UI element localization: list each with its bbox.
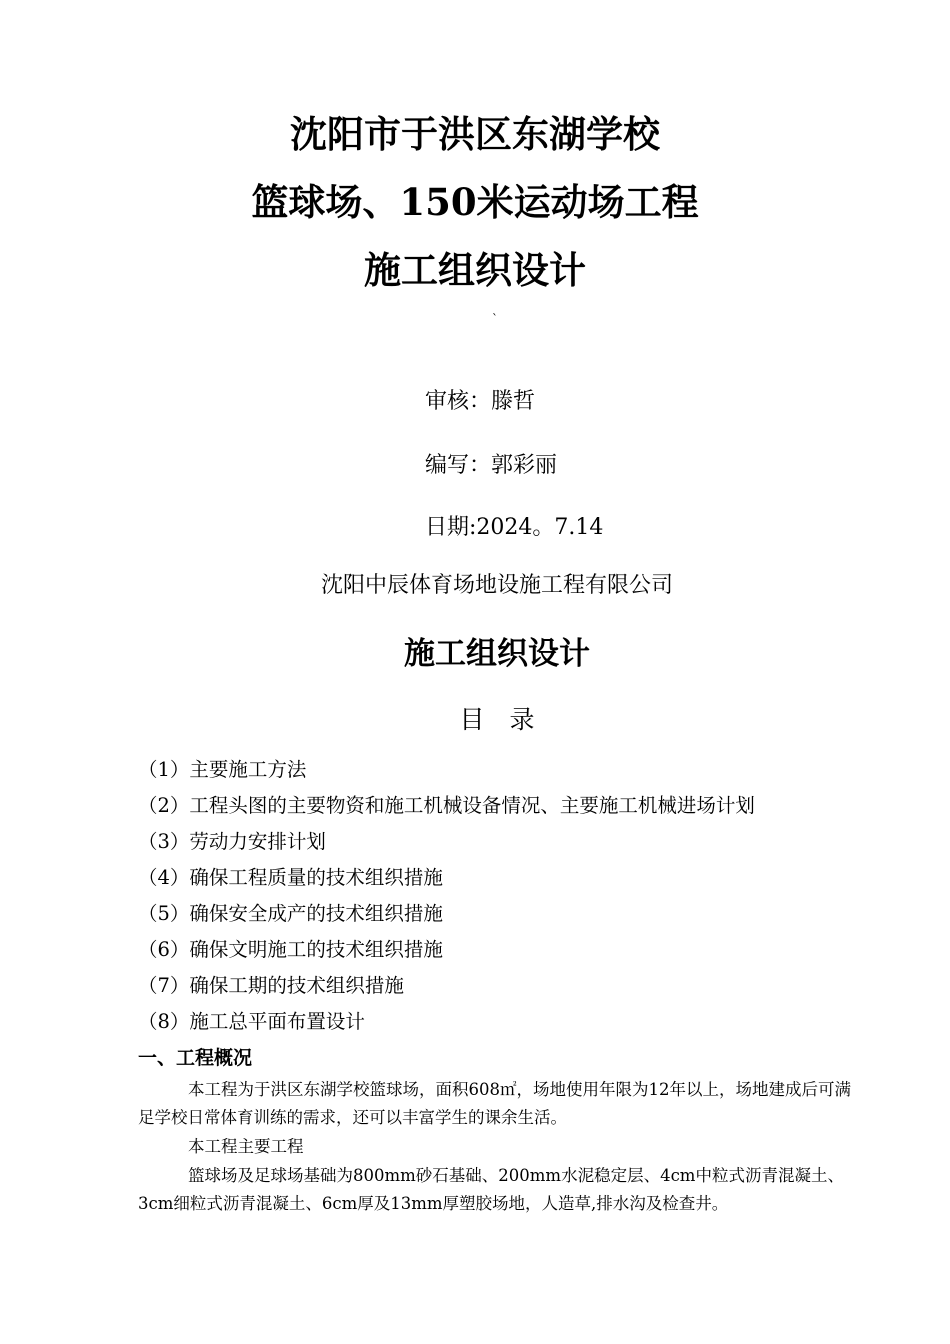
cover-title-line-2: 篮球场、150米运动场工程: [251, 180, 699, 224]
reviewer-line: 审核：滕哲: [425, 389, 536, 414]
toc-item: （1）主要施工方法: [138, 758, 307, 781]
toc-item: （7）确保工期的技术组织措施: [138, 974, 404, 997]
contents-heading: 施工组织设计: [404, 636, 590, 672]
overview-paragraph-1: 本工程为于洪区东湖学校篮球场，面积608㎡，场地使用年限为12年以上，场地建成后可满足学校日常体育训练的需求，还可以丰富学生的课余生活。: [138, 1080, 851, 1127]
overview-paragraph-2: 本工程主要工程: [188, 1137, 304, 1156]
toc-item: （3）劳动力安排计划: [138, 830, 326, 853]
company-name: 沈阳中辰体育场地设施工程有限公司: [320, 573, 673, 598]
toc-item: （5）确保安全成产的技术组织措施: [138, 902, 443, 925]
section-heading-overview: 一、工程概况: [138, 1047, 253, 1069]
toc-item: （8）施工总平面布置设计: [138, 1010, 365, 1033]
toc-item: （2）工程头图的主要物资和施工机械设备情况、主要施工机械进场计划: [138, 794, 755, 817]
toc-item: （6）确保文明施工的技术组织措施: [138, 938, 443, 961]
toc-title: 目 录: [459, 705, 535, 734]
writer-line: 编写：郭彩丽: [425, 453, 558, 478]
stray-tick-mark: `: [492, 312, 498, 326]
cover-title-line-1: 沈阳市于洪区东湖学校: [290, 112, 660, 156]
toc-item: （4）确保工程质量的技术组织措施: [138, 866, 443, 889]
date-line: 日期:2024。7.14: [425, 515, 604, 540]
cover-title-line-3: 施工组织设计: [364, 248, 586, 292]
overview-paragraph-3: 篮球场及足球场基础为800mm砂石基础、200mm水泥稳定层、4cm中粒式沥青混凝土、3cm细粒式沥青混凝土、6cm厚及13mm厚塑胶场地，人造草,排水沟及检查井。: [138, 1166, 844, 1213]
table-of-contents: [138, 752, 755, 1040]
